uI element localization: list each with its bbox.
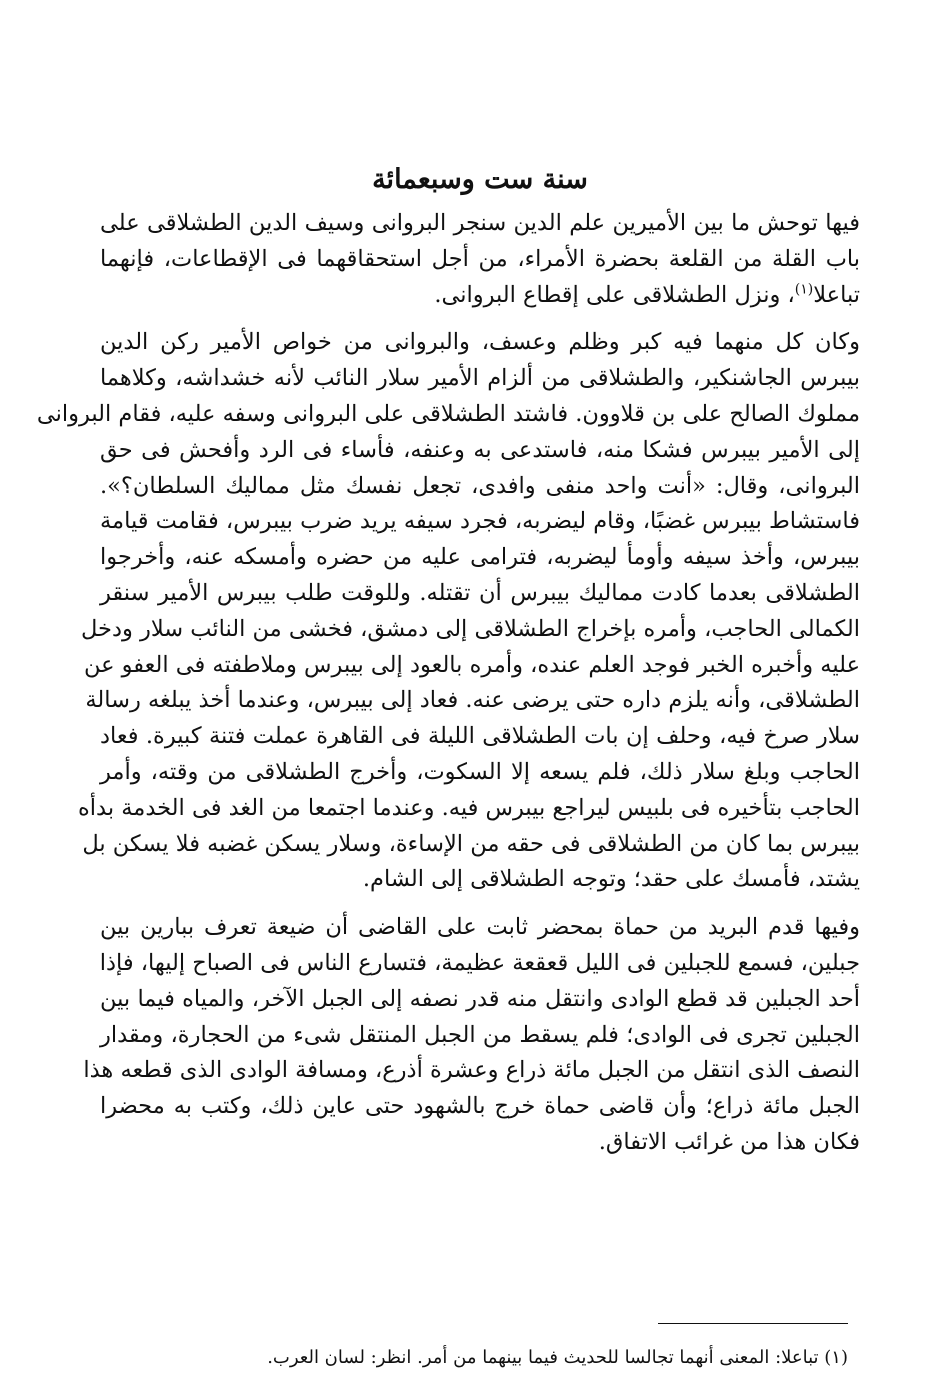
paragraph-line: جبلين، فسمع للجبلين فى الليل قعقعة عظيمة، فتسارع الناس فى الصباح إليها، فإذا: [99, 949, 860, 976]
paragraph-line: الحاجب وبلغ سلار ذلك، فلم يسعه إلا السكوت، وأخرج الطشلاقى من وقته، وأمر: [100, 758, 860, 785]
paragraph-line: الطشلاقى، وأنه يلزم داره حتى يرضى عنه. فعاد إلى بيبرس، وعندما أخذ يبلغه رسالة: [85, 687, 860, 714]
paragraph-line: وكان كل منهما فيه كبر وظلم وعسف، والبروانى من خواص الأمير ركن الدين: [100, 329, 860, 356]
paragraph-line: فيها توحش ما بين الأميرين علم الدين سنجر البروانى وسيف الدين الطشلاقى على: [100, 210, 860, 236]
page-body: [36, 160, 860, 1173]
paragraph-line: مملوك الصالح على بن قلاوون. فاشتد الطشلاقى على البروانى وسفه عليه، فقام البروانى: [36, 400, 860, 427]
paragraph-line: الطشلاقى بعدما كادت مماليك بيبرس أن تقتله. وللوقت طلب بيبرس الأمير سنقر: [100, 579, 860, 606]
paragraph-line: فكان هذا من غرائب الاتفاق.: [598, 1128, 860, 1155]
paragraph-1: [100, 206, 860, 313]
paragraph-line: بيبرس الجاشنكير، والطشلاقى من ألزام الأمير سلار النائب لأنه خشداشه، وكلاهما: [100, 365, 860, 392]
footnote-divider: [658, 1323, 848, 1324]
paragraph-line: [100, 278, 860, 314]
paragraph-line: الحاجب بتأخيره فى بلبيس ليراجع بيبرس فيه. وعندما اجتمعا من الغد فى الخدمة بدأه: [77, 794, 860, 821]
paragraph-line: فاستشاط بيبرس غضبًا، وقام ليضربه، فجرد سيفه يريد ضرب بيبرس، فقامت قيامة: [99, 508, 860, 535]
footnote-reference[interactable]: (١): [794, 281, 814, 298]
paragraph-line: بيبرس بما كان من الطشلاقى فى حقه من الإساءة، وسلار يسكن غضبه فلا يسكن بل: [82, 830, 860, 857]
paragraph-3: [83, 910, 860, 1161]
page-title: سنة ست وسبعمائة: [372, 164, 588, 195]
paragraph-line: الجبل مائة ذراع؛ وأن قاضى حماة خرج بالشهود حتى عاين ذلك، وكتب به محضرا: [100, 1093, 860, 1120]
paragraph-text: ، ونزل الطشلاقى على إقطاع البروانى.: [434, 281, 795, 308]
paragraph-line: أحد الجبلين قد قطع الوادى وانتقل منه قدر نصفه إلى الجبل الآخر، والمياه فيما بين: [100, 985, 860, 1012]
paragraph-line: يشتد، فأمسك على حقد؛ وتوجه الطشلاقى إلى الشام.: [362, 866, 860, 893]
paragraph-line: الجبلين تجرى فى الوادى؛ فلم يسقط من الجبل المنتقل شىء من الحجارة، ومقدار: [100, 1021, 860, 1048]
paragraph-line: البروانى، وقال: «أنت واحد منفى وافدى، تجعل نفسك مثل مماليك السلطان؟».: [100, 472, 860, 499]
paragraph-line: بيبرس، وأخذ سيفه وأومأ ليضربه، فترامى عليه من حضره وأمسكه عنه، وأخرجوا: [100, 544, 860, 571]
paragraph-line: إلى الأمير بيبرس فشكا منه، فاستدعى به وعنفه، فأساء فى الرد وأفحش فى حق: [100, 436, 860, 463]
paragraph-2: [36, 325, 860, 898]
paragraph-line: باب القلة من القلعة بحضرة الأمراء، من أجل استحقاقهما فى الإقطاعات، فإنهما: [100, 245, 860, 272]
paragraph-line: سلار صرخ فيه، وحلف إن بات الطشلاقى الليلة فى القاهرة عملت فتنة كبيرة. فعاد: [100, 723, 860, 750]
paragraph-line: الكمالى الحاجب، وأمره بإخراج الطشلاقى إلى دمشق، فخشى من النائب سلار ودخل: [81, 615, 860, 642]
paragraph-line: النصف الذى انتقل من الجبل مائة ذراع وعشرة أذرع، ومسافة الوادى الذى قطعه هذا: [83, 1057, 860, 1084]
paragraph-text: تباعلا: [813, 281, 860, 308]
paragraph-line: وفيها قدم البريد من حماة بمحضر ثابت على القاضى أن ضيعة تعرف ببارين بين: [100, 914, 860, 941]
paragraph-line: عليه وأخبره الخبر فوجد العلم عنده، وأمره بالعود إلى بيبرس وملاطفته فى العفو عن: [83, 651, 860, 678]
footnote: (١) تباعلا: المعنى أنهما تجالسا للحديث فيما بينهما من أمر. انظر: لسان العرب.: [267, 1347, 848, 1368]
